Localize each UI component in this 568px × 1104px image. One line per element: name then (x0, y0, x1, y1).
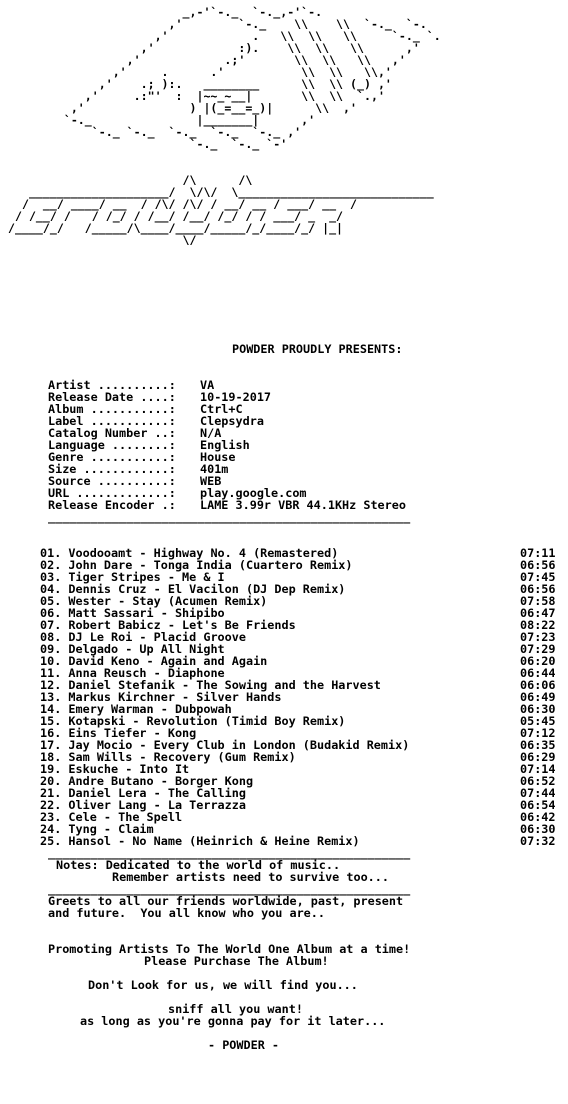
divider-row (8, 510, 564, 522)
info-value: English (200, 438, 250, 452)
track-row (8, 570, 564, 582)
info-label: Label ...........: (48, 414, 176, 428)
track-row (8, 630, 564, 642)
info-label: Release Encoder .: (48, 498, 176, 512)
info-value: 10-19-2017 (200, 390, 272, 404)
notes-text: Remember artists need to survive too... (112, 870, 389, 884)
notes-text: Notes: Dedicated to the world of music.. (56, 858, 341, 872)
track-title: 07. Robert Babicz - Let's Be Friends (40, 618, 296, 632)
track-title: 23. Cele - The Spell (40, 810, 183, 824)
track-title: 18. Sam Wills - Recovery (Gum Remix) (40, 750, 296, 764)
info-value: Clepsydra (200, 414, 264, 428)
track-duration: 07:44 (520, 786, 556, 800)
info-row (8, 486, 564, 498)
signoff: - POWDER - (208, 1038, 280, 1052)
info-value: N/A (200, 426, 222, 440)
track-title: 02. John Dare - Tonga India (Cuartero Remix) (40, 558, 353, 572)
track-duration: 07:32 (520, 834, 556, 848)
info-label: Source ..........: (48, 474, 176, 488)
greets-text-row (8, 894, 564, 906)
nfo-document (8, 6, 564, 1050)
track-row (8, 774, 564, 786)
divider-row (8, 846, 564, 858)
signoff-row (8, 1038, 564, 1050)
track-duration: 06:47 (520, 606, 556, 620)
promo-text: Please Purchase The Album! (144, 954, 329, 968)
info-value: Ctrl+C (200, 402, 243, 416)
greets-text: and future. You all know who you are.. (48, 906, 325, 920)
track-row (8, 822, 564, 834)
track-duration: 06:20 (520, 654, 556, 668)
info-row (8, 498, 564, 510)
info-row (8, 474, 564, 486)
sniff-text-row (8, 1014, 564, 1026)
divider-row (8, 882, 564, 894)
track-title: 16. Eins Tiefer - Kong (40, 726, 197, 740)
track-duration: 07:29 (520, 642, 556, 656)
track-row (8, 714, 564, 726)
info-value: VA (200, 378, 215, 392)
track-title: 17. Jay Mocio - Every Club in London (Budakid Remix) (40, 738, 410, 752)
track-row (8, 786, 564, 798)
greets-text: Greets to all our friends worldwide, past, present (48, 894, 404, 908)
info-value: WEB (200, 474, 222, 488)
divider: ___________________________________________________ (48, 882, 411, 896)
track-duration: 07:11 (520, 546, 556, 560)
info-label: Album ...........: (48, 402, 176, 416)
nfo-content (8, 342, 564, 1050)
track-row (8, 738, 564, 750)
track-row (8, 594, 564, 606)
info-label: Size ............: (48, 462, 176, 476)
track-duration: 06:30 (520, 822, 556, 836)
sniff-text-row (8, 1002, 564, 1014)
track-duration: 07:14 (520, 762, 556, 776)
track-duration: 07:23 (520, 630, 556, 644)
promo-text: Promoting Artists To The World One Album at a time! (48, 942, 411, 956)
track-title: 22. Oliver Lang - La Terrazza (40, 798, 246, 812)
track-duration: 06:56 (520, 582, 556, 596)
track-title: 06. Matt Sassari - Shipibo (40, 606, 225, 620)
track-duration: 06:42 (520, 810, 556, 824)
track-title: 25. Hansol - No Name (Heinrich & Heine Remix) (40, 834, 360, 848)
track-row (8, 642, 564, 654)
info-row (8, 402, 564, 414)
info-row (8, 462, 564, 474)
sniff-text: as long as you're gonna pay for it later... (80, 1014, 386, 1028)
info-row (8, 438, 564, 450)
track-row (8, 666, 564, 678)
track-title: 24. Tyng - Claim (40, 822, 154, 836)
track-duration: 08:22 (520, 618, 556, 632)
track-row (8, 654, 564, 666)
track-title: 15. Kotapski - Revolution (Timid Boy Remix) (40, 714, 346, 728)
track-title: 19. Eskuche - Into It (40, 762, 190, 776)
ascii-art-logo: _,-'`-._ `-._,-'`-. ,' `-._ \\ \\ `-._ `-. ,' . \\ \\ \\ `-._ `. ,' :). \\ \\ \\ ,' ,' .;' \\ \\ \\ ,' ,' . .' \\ \\ \\,' ,' .; ):. ________ \\ \\ (_) ,' ,' .:"' : |~~_~__| \\ \\ `.,' ,' ) |(_=__=_)| \\ ,' `-._ |_______| ,' `-._ `-._ `-._ `-._ `-._ ,' `-._ `-._ `-' /\ /\ ____________________/ \/\/ \____________________________ / __/ ____/ __ / /\/ /\/ / __/ __ / ___/ __ / / /__/ / / /_/ / /__/ /__/ /_/ / / ___/ _ _/ /____/_/ /_____/\____/____/_____/_/____/_/ |_| \/ (8, 6, 441, 247)
info-label: Artist ..........: (48, 378, 176, 392)
track-title: 01. Voodooamt - Highway No. 4 (Remastered) (40, 546, 339, 560)
dont-look-text: Don't Look for us, we will find you... (88, 978, 358, 992)
info-row (8, 390, 564, 402)
track-title: 14. Emery Warman - Dubpowah (40, 702, 232, 716)
track-title: 21. Daniel Lera - The Calling (40, 786, 246, 800)
info-value: play.google.com (200, 486, 307, 500)
info-value: LAME 3.99r VBR 44.1KHz Stereo (200, 498, 406, 512)
info-label: Catalog Number ..: (48, 426, 176, 440)
track-title: 09. Delgado - Up All Night (40, 642, 225, 656)
blank-line (8, 534, 564, 546)
track-duration: 07:12 (520, 726, 556, 740)
track-duration: 06:54 (520, 798, 556, 812)
presents-heading-row (8, 342, 564, 354)
info-label: Genre ...........: (48, 450, 176, 464)
track-title: 08. DJ Le Roi - Placid Groove (40, 630, 246, 644)
track-duration: 05:45 (520, 714, 556, 728)
track-row (8, 690, 564, 702)
track-title: 05. Wester - Stay (Acumen Remix) (40, 594, 268, 608)
track-row (8, 678, 564, 690)
info-value: House (200, 450, 236, 464)
track-duration: 06:44 (520, 666, 556, 680)
track-row (8, 750, 564, 762)
track-duration: 06:06 (520, 678, 556, 692)
track-row (8, 606, 564, 618)
notes-text-row (8, 858, 564, 870)
blank-line (8, 930, 564, 942)
info-value: 401m (200, 462, 229, 476)
info-row (8, 426, 564, 438)
track-row (8, 546, 564, 558)
track-row (8, 618, 564, 630)
track-row (8, 810, 564, 822)
blank-line (8, 366, 564, 378)
divider: ___________________________________________________ (48, 510, 411, 524)
track-row (8, 798, 564, 810)
info-row (8, 450, 564, 462)
track-duration: 06:49 (520, 690, 556, 704)
notes-text-row (8, 870, 564, 882)
track-row (8, 558, 564, 570)
track-duration: 07:45 (520, 570, 556, 584)
promo-text-row (8, 954, 564, 966)
track-row (8, 762, 564, 774)
presents-heading: POWDER PROUDLY PRESENTS: (232, 342, 403, 356)
promo-text-row (8, 942, 564, 954)
track-row (8, 726, 564, 738)
track-title: 11. Anna Reusch - Diaphone (40, 666, 225, 680)
track-duration: 06:35 (520, 738, 556, 752)
info-label: URL .............: (48, 486, 176, 500)
track-duration: 06:56 (520, 558, 556, 572)
greets-text-row (8, 906, 564, 918)
track-duration: 06:29 (520, 750, 556, 764)
dont-look-text-row (8, 978, 564, 990)
track-row (8, 834, 564, 846)
track-title: 04. Dennis Cruz - El Vacilon (DJ Dep Remix) (40, 582, 346, 596)
track-title: 13. Markus Kirchner - Silver Hands (40, 690, 282, 704)
track-title: 20. Andre Butano - Borger Kong (40, 774, 254, 788)
track-row (8, 702, 564, 714)
info-label: Release Date ....: (48, 390, 176, 404)
track-duration: 07:58 (520, 594, 556, 608)
track-duration: 06:30 (520, 702, 556, 716)
track-title: 10. David Keno - Again and Again (40, 654, 268, 668)
track-duration: 06:52 (520, 774, 556, 788)
sniff-text: sniff all you want! (168, 1002, 303, 1016)
divider: ___________________________________________________ (48, 846, 411, 860)
info-row (8, 378, 564, 390)
info-label: Language ........: (48, 438, 176, 452)
info-row (8, 414, 564, 426)
track-row (8, 582, 564, 594)
track-title: 12. Daniel Stefanik - The Sowing and the Harvest (40, 678, 381, 692)
track-title: 03. Tiger Stripes - Me & I (40, 570, 225, 584)
